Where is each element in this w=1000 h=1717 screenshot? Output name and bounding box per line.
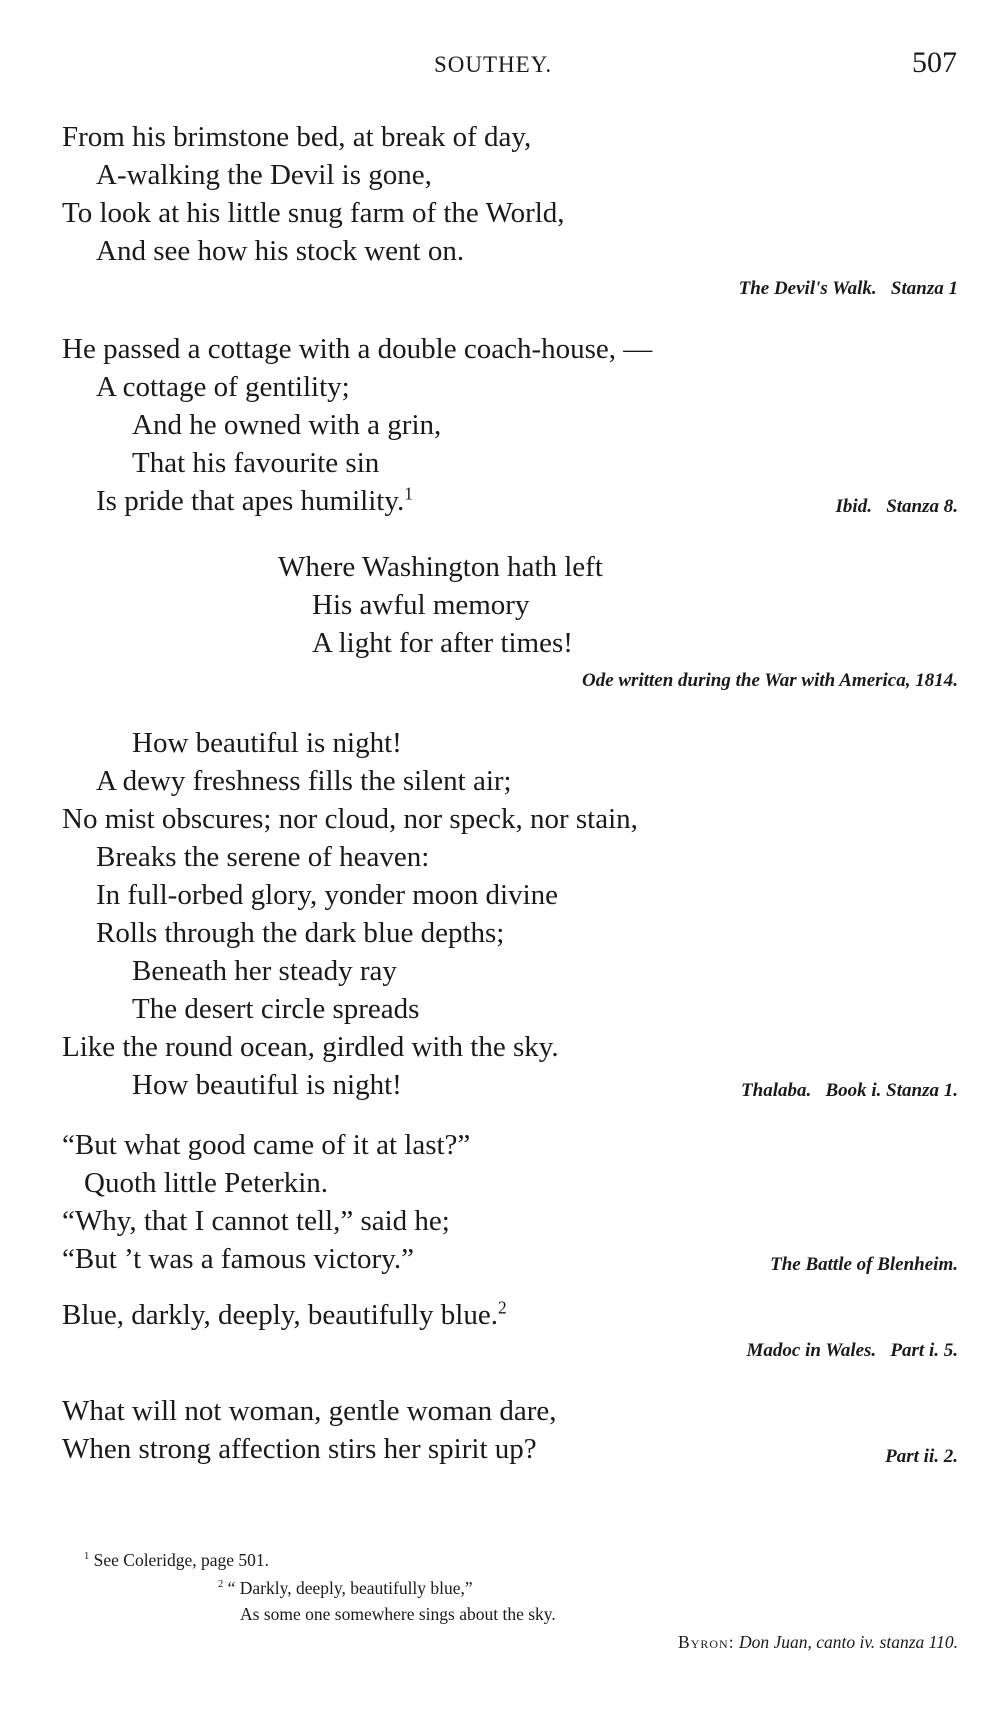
verse-line: That his favourite sin	[132, 447, 380, 479]
verse-line: Quoth little Peterkin.	[84, 1167, 329, 1199]
footnote-text: See Coleridge, page 501.	[93, 1550, 270, 1570]
verse-line: Beneath her steady ray	[132, 955, 397, 987]
page-number: 507	[912, 46, 957, 79]
footnote-author: Byron:	[678, 1632, 735, 1652]
verse-line: His awful memory	[312, 589, 530, 621]
verse-line: “But what good came of it at last?”	[62, 1129, 471, 1161]
running-header: SOUTHEY.	[434, 52, 553, 77]
verse-line	[62, 1296, 507, 1334]
verse-line: A cottage of gentility;	[96, 371, 350, 403]
footnote-1	[84, 1548, 269, 1572]
footnote-2	[218, 1576, 473, 1600]
verse-text: Is pride that apes humility.	[96, 485, 405, 517]
verse-line: A dewy freshness fills the silent air;	[96, 765, 512, 797]
verse-line: And he owned with a grin,	[132, 409, 442, 441]
footnote-marker: 2	[218, 1579, 224, 1591]
verse-line: The desert circle spreads	[132, 993, 420, 1025]
footnote-text: “ Darkly, deeply, beautifully blue,”	[227, 1578, 473, 1598]
citation: Ode written during the War with America, 1814.	[581, 670, 958, 691]
verse-line: How beautiful is night!	[132, 727, 402, 759]
footnote-source: Don Juan, canto iv. stanza 110.	[738, 1632, 958, 1652]
verse-line: What will not woman, gentle woman dare,	[62, 1395, 557, 1427]
verse-line: He passed a cottage with a double coach-house, —	[62, 333, 653, 365]
verse-line: How beautiful is night!	[132, 1069, 402, 1101]
verse-line: “Why, that I cannot tell,” said he;	[62, 1205, 450, 1237]
citation: Ibid. Stanza 8.	[835, 496, 958, 517]
verse-line: And see how his stock went on.	[96, 235, 465, 267]
citation: The Battle of Blenheim.	[770, 1254, 958, 1275]
verse-line: A-walking the Devil is gone,	[96, 159, 432, 191]
footnote-marker: 1	[84, 1551, 90, 1563]
citation: Part ii. 2.	[885, 1446, 958, 1467]
verse-line: Breaks the serene of heaven:	[96, 841, 430, 873]
verse-line: “But ’t was a famous victory.”	[62, 1243, 414, 1275]
footnote-2-line2: As some one somewhere sings about the sky.	[240, 1604, 556, 1624]
citation: Madoc in Wales. Part i. 5.	[746, 1340, 958, 1361]
verse-line: From his brimstone bed, at break of day,	[62, 121, 532, 153]
citation: The Devil's Walk. Stanza 1	[738, 278, 958, 299]
verse-line: When strong affection stirs her spirit up?	[62, 1433, 537, 1465]
verse-text: Blue, darkly, deeply, beautifully blue.	[62, 1299, 498, 1331]
verse-line: Rolls through the dark blue depths;	[96, 917, 505, 949]
verse-line	[96, 482, 413, 520]
verse-line: A light for after times!	[312, 627, 573, 659]
footnote-2-attribution	[678, 1630, 958, 1654]
verse-line: In full-orbed glory, yonder moon divine	[96, 879, 559, 911]
verse-line: No mist obscures; nor cloud, nor speck, nor stain,	[62, 803, 638, 835]
verse-line: Like the round ocean, girdled with the sky.	[62, 1031, 559, 1063]
verse-line: To look at his little snug farm of the World,	[62, 197, 565, 229]
footnote-marker: 1	[404, 483, 413, 504]
footnote-marker: 2	[497, 1297, 507, 1318]
verse-line: Where Washington hath left	[278, 551, 603, 583]
citation: Thalaba. Book i. Stanza 1.	[741, 1080, 958, 1101]
